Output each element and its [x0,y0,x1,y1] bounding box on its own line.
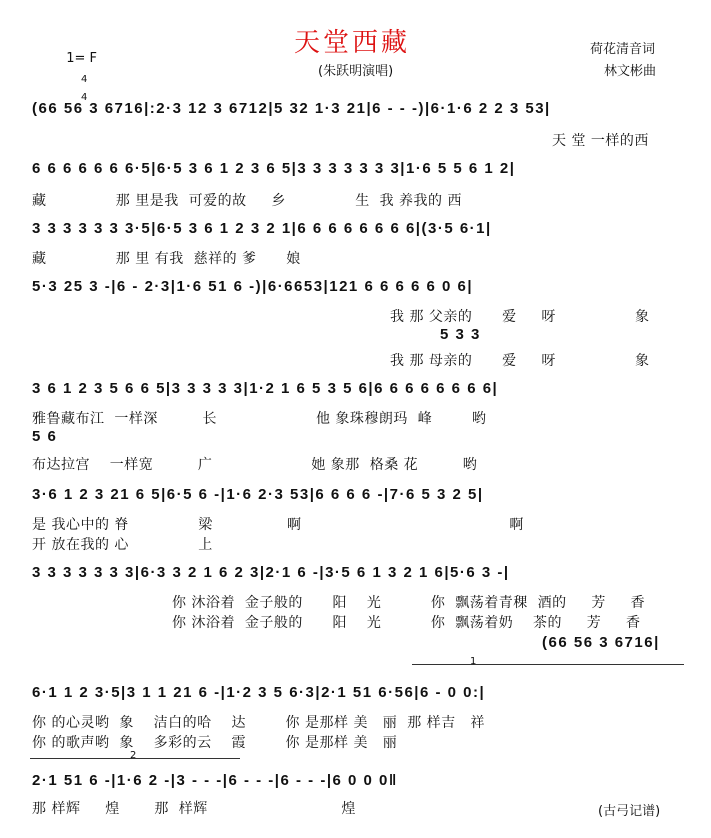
key-text: 1= F [66,51,98,66]
lyric-line-6b: 开 放在我的 心 上 [32,537,213,553]
music-line-5: 3 6 1 2 3 5 6 6 5|3 3 3 3 3|1·2 1 6 5 3 5 6|6 6 6 6 6 6 6 6| [32,380,499,397]
lyric-line-8a: 你 的心灵哟 象 洁白的哈 达 你 是那样 美 丽 那 样吉 祥 [32,715,486,731]
music-line-9: 2·1 51 6 -|1·6 2 -|3 - - -|6 - - -|6 - - -|6 0 0 0‖ [32,772,398,789]
lyric-line-2: 藏 那 里是我 可爱的故 乡 生 我 养我的 西 [32,193,463,209]
lyric-line-5a: 雅鲁藏布江 一样深 长 他 象珠穆朗玛 峰 哟 [32,411,487,427]
lyric-line-3: 藏 那 里 有我 慈祥的 爹 娘 [32,251,301,267]
lyric-line-8b: 你 的歌声哟 象 多彩的云 霞 你 是那样 美 丽 [32,735,398,751]
music-line-2: 6 6 6 6 6 6 6·5|6·5 3 6 1 2 3 6 5|3 3 3 3 3 3 3|1·6 5 5 6 1 2| [32,160,516,177]
reprise-notes: (66 56 3 6716| [542,634,660,651]
lyricist-credit: 荷花清音词 [590,42,656,57]
volta-2-number: 2 [130,750,137,761]
music-line-3: 3 3 3 3 3 3 3·5|6·5 3 6 1 2 3 2 1|6 6 6 6 6 6 6 6|(3·5 6·1| [32,220,492,237]
music-line-4: 5·3 25 3 -|6 - 2·3|1·6 51 6 -)|6·6653|121 6 6 6 6 6 0 6| [32,278,474,295]
lyric-line-4b: 我 那 母亲的 爱 呀 象 [390,353,650,369]
composer-credit: 林文彬曲 [604,64,657,79]
lyric-line-5b: 布达拉宫 一样宽 广 她 象那 格桑 花 哟 [32,457,478,473]
lyric-line-6a: 是 我心中的 脊 梁 啊 啊 [32,517,524,533]
singer-credit: (朱跃明演唱) [318,64,394,79]
time-top: 4 [80,74,88,85]
lyric-line-7b: 你 沐浴着 金子般的 阳 光 你 飘荡着奶 茶的 芳 香 [172,615,641,631]
music-line-6: 3·6 1 2 3 21 6 5|6·5 6 -|1·6 2·3 53|6 6 6 6 -|7·6 5 3 2 5| [32,486,484,503]
music-line-8: 6·1 1 2 3·5|3 1 1 21 6 -|1·2 3 5 6·3|2·1 51 6·56|6 - 0 0:| [32,684,486,701]
volta-1-bracket [412,664,684,665]
alt-notes-56: 5 6 [32,428,58,445]
time-bottom: 4 [80,92,88,103]
song-title: 天堂西藏 [294,28,411,58]
volta-1-number: 1 [470,656,477,667]
lyric-line-7a: 你 沐浴着 金子般的 阳 光 你 飘荡着青稞 酒的 芳 香 [172,595,646,611]
lyric-line-1: 天 堂 一样的西 [552,133,649,149]
lyric-line-9: 那 样辉 煌 那 样辉 煌 [32,801,356,817]
music-line-7: 3 3 3 3 3 3 3|6·3 3 2 1 6 2 3|2·1 6 -|3·5 6 1 3 2 1 6|5·6 3 -| [32,564,510,581]
alt-notes-533: 5 3 3 [440,326,481,343]
music-line-1: (66 56 3 6716|:2·3 12 3 6712|5 32 1·3 21|6 - - -)|6·1·6 2 2 3 53| [32,100,551,117]
transcriber-note: (古弓记谱) [598,804,661,819]
lyric-line-4a: 我 那 父亲的 爱 呀 象 [390,309,650,325]
